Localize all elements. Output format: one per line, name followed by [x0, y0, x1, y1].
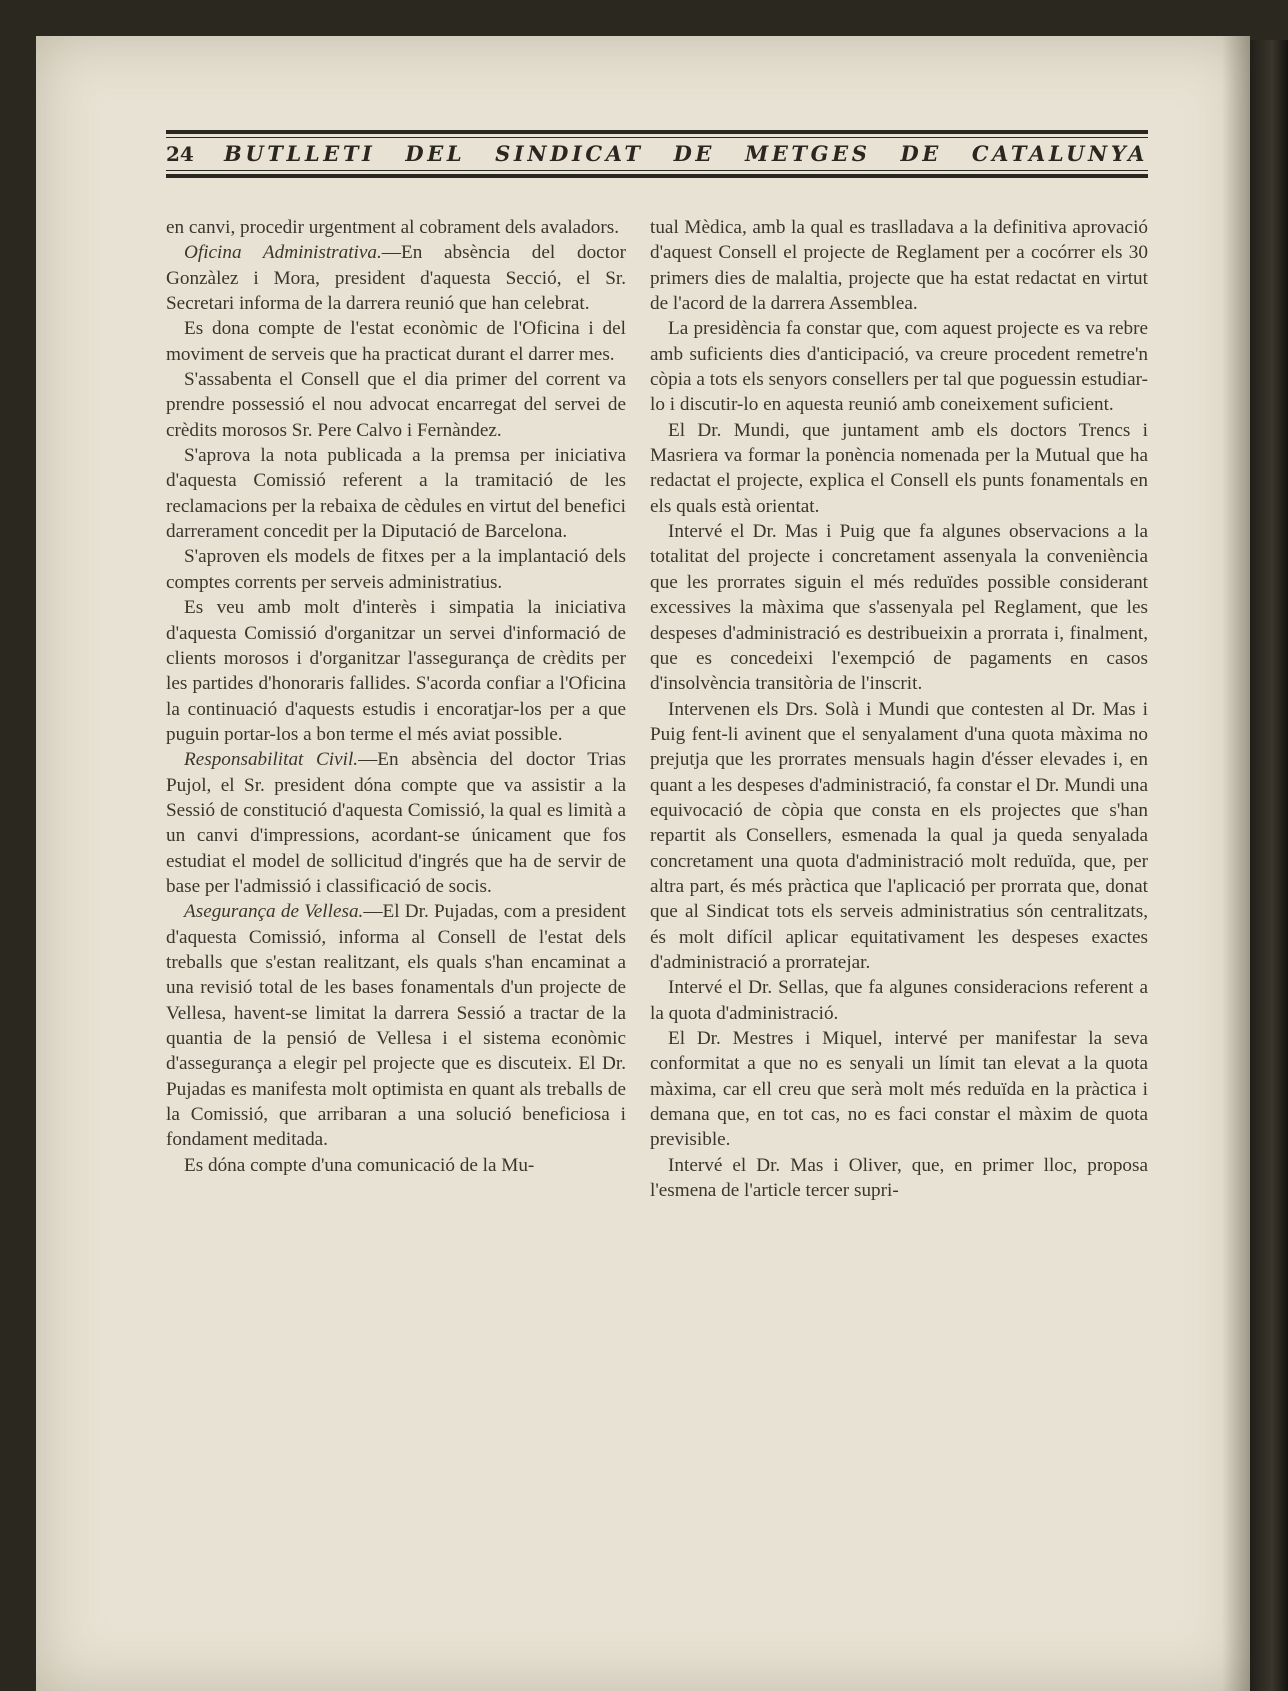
journal-title-word: BUTLLETI — [224, 141, 376, 166]
header-rule-bottom-thin — [166, 170, 1148, 171]
paragraph: en canvi, procedir urgentment al cobrament dels avaladors. — [166, 217, 620, 238]
scan-background-edge — [1248, 40, 1288, 1691]
paragraph: Es dóna compte d'una comunicació de la Mu- — [184, 1154, 535, 1176]
paragraph: tual Mèdica, amb la qual es traslladava a la definitiva aprovació d'aquest Consell el projecte de Reglament per a cocórrer els 30 primers dies de malaltia, projecte que ha estat redactat en virtut de l'acord de la darrera Assemblea. — [650, 217, 1148, 315]
section-heading: Oficina Administrativa. — [184, 242, 382, 264]
journal-title-word: METGES — [744, 141, 871, 166]
right-column — [650, 215, 1148, 1203]
paragraph: La presidència fa constar que, com aquest projecte es va rebre amb suficients dies d'anticipació, va creure procedent remetre'n còpia a tots els senyors consellers per tal que poguessin estudiar-lo i discutir-lo en aquesta reunió amb coneixement suficient. — [650, 318, 1148, 416]
paragraph: Asegurança de Vellesa.—El Dr. Pujadas, com a president d'aquesta Comissió, informa al Consell de l'estat dels treballs que s'estan realitzant, els quals s'han encaminat a una revisió total de les bases fonamentals d'un projecte de Vellesa, havent-se limitat la darrera Sessió a tractar de la quantia de la pensió de Vellesa i el sistema econòmic d'assegurança a elegir pel projecte que es discuteix. El Dr. Pujadas es manifesta molt optimista en quant als treballs de la Comissió, que arribaran a una solució beneficiosa i fondament meditada. — [166, 901, 626, 1151]
paragraph: Intervé el Dr. Mas i Puig que fa algunes observacions a la totalitat del projecte i concretament assenyala la conveniència que les prorrates siguin el més reduïdes possible considerant excessives la màxima que s'assenyala pel Reglament, que les despeses d'administració es destribueixin a prorrata i, finalment, que es concedeixi l'exempció de pagaments en casos d'insolvència transitòria de l'inscrit. — [650, 521, 1148, 695]
paragraph: Es dona compte de l'estat econòmic de l'Oficina i del moviment de serveis que ha practicat durant el darrer mes. — [166, 318, 626, 365]
paragraph: S'assabenta el Consell que el dia primer del corrent va prendre possessió el nou advocat encarregat del servei de crèdits morosos Sr. Pere Calvo i Fernàndez. — [166, 369, 626, 441]
paragraph: Intervenen els Drs. Solà i Mundi que contesten al Dr. Mas i Puig fent-li avinent que el senyalament d'una quota màxima no prejutja que les prorrates mensuals hagin d'ésser elevades i, en quant a les despeses d'administració, fa constar el Dr. Mundi una equivocació de còpia que consta en els projectes que s'han repartit als Consellers, esmenada la qual ja queda senyalada concretament una quota d'administració molt reduïda, que, per altra part, és més pràctica que l'aplicació per prorrata que, donat que al Sindicat tots els serveis administratius són centralitzats, és molt difícil aplicar equitativament les despeses exactes d'administració a prorratejar. — [650, 698, 1148, 973]
paragraph: El Dr. Mestres i Miquel, intervé per manifestar la seva conformitat a que no es senyali un límit tan elevat a la quota màxima, car ell creu que serà molt més reduïda en la pràctica i demana que, en tot cas, no es faci constar el màxim de quota previsible. — [650, 1028, 1148, 1151]
paragraph: El Dr. Mundi, que juntament amb els doctors Trencs i Masriera va formar la ponència nomenada per la Mutual que ha redactat el projecte, explica el Consell els punts fonamentals en els quals està orientat. — [650, 419, 1148, 517]
section-heading: Responsabilitat Civil. — [184, 749, 359, 771]
paragraph: Intervé el Dr. Mas i Oliver, que, en primer lloc, proposa l'esmena de l'article tercer supri- — [650, 1154, 1148, 1202]
page-number: 24 — [166, 142, 194, 166]
paragraph: Intervé el Dr. Sellas, que fa algunes consideracions referent a la quota d'administració. — [650, 977, 1148, 1024]
paragraph: S'aprova la nota publicada a la premsa per iniciativa d'aquesta Comissió referent a la tramitació de les reclamacions per la rebaixa de cèdules en virtut del benefici darrerament concedit per la Diputació de Barcelona. — [166, 445, 626, 543]
paragraph: Responsabilitat Civil.—En absència del doctor Trias Pujol, el Sr. president dóna compte que va assistir a la Sessió de constitució d'aquesta Comissió, la qual es limità a un canvi d'impressions, acordant-se únicament que fos estudiat el model de sollicitud d'ingrés que ha de servir de base per l'admissió i classificació de socis. — [166, 749, 626, 897]
header-rule-top-thick — [166, 130, 1148, 134]
left-column — [166, 215, 626, 1178]
paragraph: Es veu amb molt d'interès i simpatia la iniciativa d'aquesta Comissió d'organitzar un servei d'informació de clients morosos i d'organitzar l'assegurança de crèdits per les partides d'honoraris fallides. S'acorda confiar a l'Oficina la continuació d'aquests estudis i encoratjar-los per a que puguin portar-los a bon terme el més aviat possible. — [166, 597, 626, 745]
journal-title-word: SINDICAT — [495, 141, 644, 166]
page-fold-shadow — [1222, 36, 1250, 1691]
header-rule-bottom-thick — [166, 174, 1148, 178]
journal-title-word: DEL — [405, 141, 466, 166]
running-header — [166, 92, 1148, 182]
section-heading: Asegurança de Vellesa. — [184, 901, 364, 923]
paragraph: Oficina Administrativa.—En absència del doctor Gonzàlez i Mora, president d'aquesta Secció, el Sr. Secretari informa de la darrera reunió que han celebrat. — [166, 242, 626, 315]
header-rule-top-thin — [166, 137, 1148, 138]
journal-title — [224, 141, 1148, 166]
journal-title-word: DE — [673, 141, 716, 166]
paragraph: S'aproven els models de fitxes per a la implantació dels comptes corrents per serveis administratius. — [166, 546, 626, 593]
journal-title-word: DE — [900, 141, 942, 166]
journal-title-word: CATALUNYA — [971, 141, 1148, 166]
